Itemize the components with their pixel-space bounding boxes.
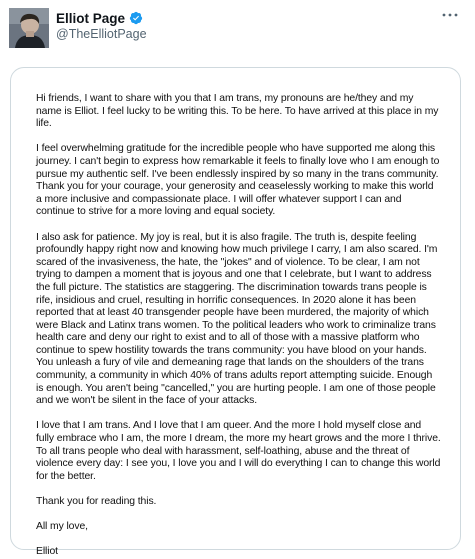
more-dots-icon (442, 13, 458, 17)
letter-paragraph-3: I also ask for patience. My joy is real, but it is also fragile. The truth is, despite feeling profoundly happy right now and knowing how much privilege I carry, I am also scared. I'm scared of the invasiveness, the hate, the "jokes" and of violence. To be clear, I am not trying to dampen a moment that is joyous and one that I celebrate, but I want to address the full picture. The statistics are staggering. The discrimination towards trans people is rife, insidious and cruel, resulting in horrific consequences. In 2020 alone it has been reported that at least 40 transgender people have been murdered, the majority of which were Black and Latinx trans women. To the political leaders who work to criminalize trans health care and deny our right to exist and to all of those with a massive platform who continue to spew hostility towards the trans community: you have blood on your hands. You unleash a fury of vile and demeaning rage that lands on the shoulders of the trans community, a community in which 40% of trans adults report attempting suicide. Enough is enough. You aren't being "cancelled," you are hurting people. I am one of those people and we won't be silent in the face of your attacks. (36, 231, 438, 407)
verified-badge-icon (129, 11, 143, 25)
letter-text (36, 93, 441, 559)
letter-paragraph-1: Hi friends, I want to share with you that I am trans, my pronouns are he/they and my name is Elliot. I feel lucky to be writing this. To be here. To have arrived at this place in my life. (36, 93, 439, 130)
author-display-name[interactable]: Elliot Page (56, 10, 126, 26)
tweet-image-card[interactable] (10, 67, 461, 558)
name-row (56, 9, 143, 27)
letter-paragraph-6: All my love, (36, 521, 88, 533)
letter-signature: Elliot (36, 546, 58, 558)
tweet-header (0, 0, 475, 60)
letter-paragraph-5: Thank you for reading this. (36, 496, 157, 507)
letter-paragraph-2: I feel overwhelming gratitude for the incredible people who have supported me along this journey. I can't begin to express how remarkable it feels to finally love who I am enough to pursue my authentic self. I've been endlessly inspired by so many in the trans community. Thank you for your courage, your generosity and ceaselessly working to make this world a more inclusive and compassionate place. I will offer whatever support I can and continue to strive for a more loving and equal society. (36, 143, 440, 218)
avatar[interactable] (9, 8, 49, 48)
more-options-button[interactable] (439, 6, 461, 24)
profile-photo-icon (9, 8, 49, 48)
letter-paragraph-4: I love that I am trans. And I love that I am queer. And the more I hold myself close and fully embrace who I am, the more I dream, the more my heart grows and the more I thrive. To all trans people who deal with harassment, self-loathing, abuse and the threat of violence every day: I see you, I love you and I will do everything I can to change this world for the better. (36, 420, 441, 482)
author-handle[interactable]: @TheElliotPage (56, 27, 147, 41)
